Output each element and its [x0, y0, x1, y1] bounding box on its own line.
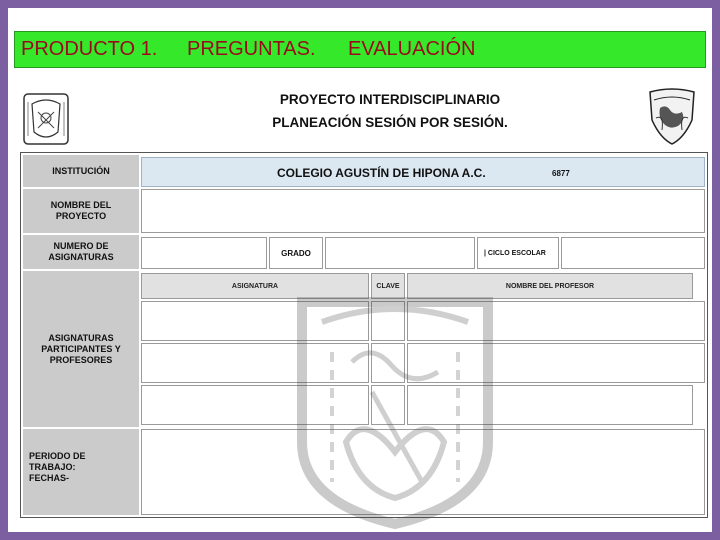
- grado-field[interactable]: [325, 237, 475, 269]
- title-part-evaluacion: EVALUACIÓN: [348, 38, 476, 60]
- nombre-proyecto-label: NOMBRE DEL PROYECTO: [23, 189, 139, 233]
- grado-label: GRADO: [269, 237, 323, 269]
- col-profesor-header: NOMBRE DEL PROFESOR: [407, 273, 693, 299]
- title-part-producto: PRODUCTO 1.: [21, 38, 158, 60]
- periodo-label-line-1: PERIODO DE: [29, 451, 86, 461]
- ciclo-escolar-field[interactable]: [561, 237, 705, 269]
- col-asignatura-header: ASIGNATURA: [141, 273, 369, 299]
- institucion-field[interactable]: [141, 157, 705, 187]
- asignaturas-label: ASIGNATURAS PARTICIPANTES Y PROFESORES: [23, 271, 139, 427]
- title-part-preguntas: PREGUNTAS.: [187, 38, 316, 60]
- ciclo-escolar-label: | CICLO ESCOLAR: [477, 237, 559, 269]
- periodo-label-line-2: TRABAJO:: [29, 462, 76, 472]
- periodo-label: [23, 429, 139, 515]
- periodo-label-line-3: FECHAS-: [29, 473, 69, 483]
- header-line-1: PROYECTO INTERDISCIPLINARIO: [279, 92, 501, 107]
- header-line-2: PLANEACIÓN SESIÓN POR SESIÓN.: [272, 115, 508, 130]
- title-bar: [14, 31, 706, 68]
- unam-shield-icon: [644, 86, 700, 146]
- institucion-label: INSTITUCIÓN: [23, 155, 139, 187]
- institucion-value: COLEGIO AGUSTÍN DE HIPONA A.C.: [277, 166, 486, 180]
- col-clave-header: CLAVE: [371, 273, 405, 299]
- numero-asignaturas-field[interactable]: [141, 237, 267, 269]
- nombre-proyecto-field[interactable]: [141, 189, 705, 233]
- institucion-code: 6877: [552, 169, 570, 178]
- numero-asignaturas-label: NUMERO DE ASIGNATURAS: [23, 235, 139, 269]
- colegio-agustin-seal-icon: [292, 292, 498, 530]
- institution-crest-icon: [22, 92, 70, 146]
